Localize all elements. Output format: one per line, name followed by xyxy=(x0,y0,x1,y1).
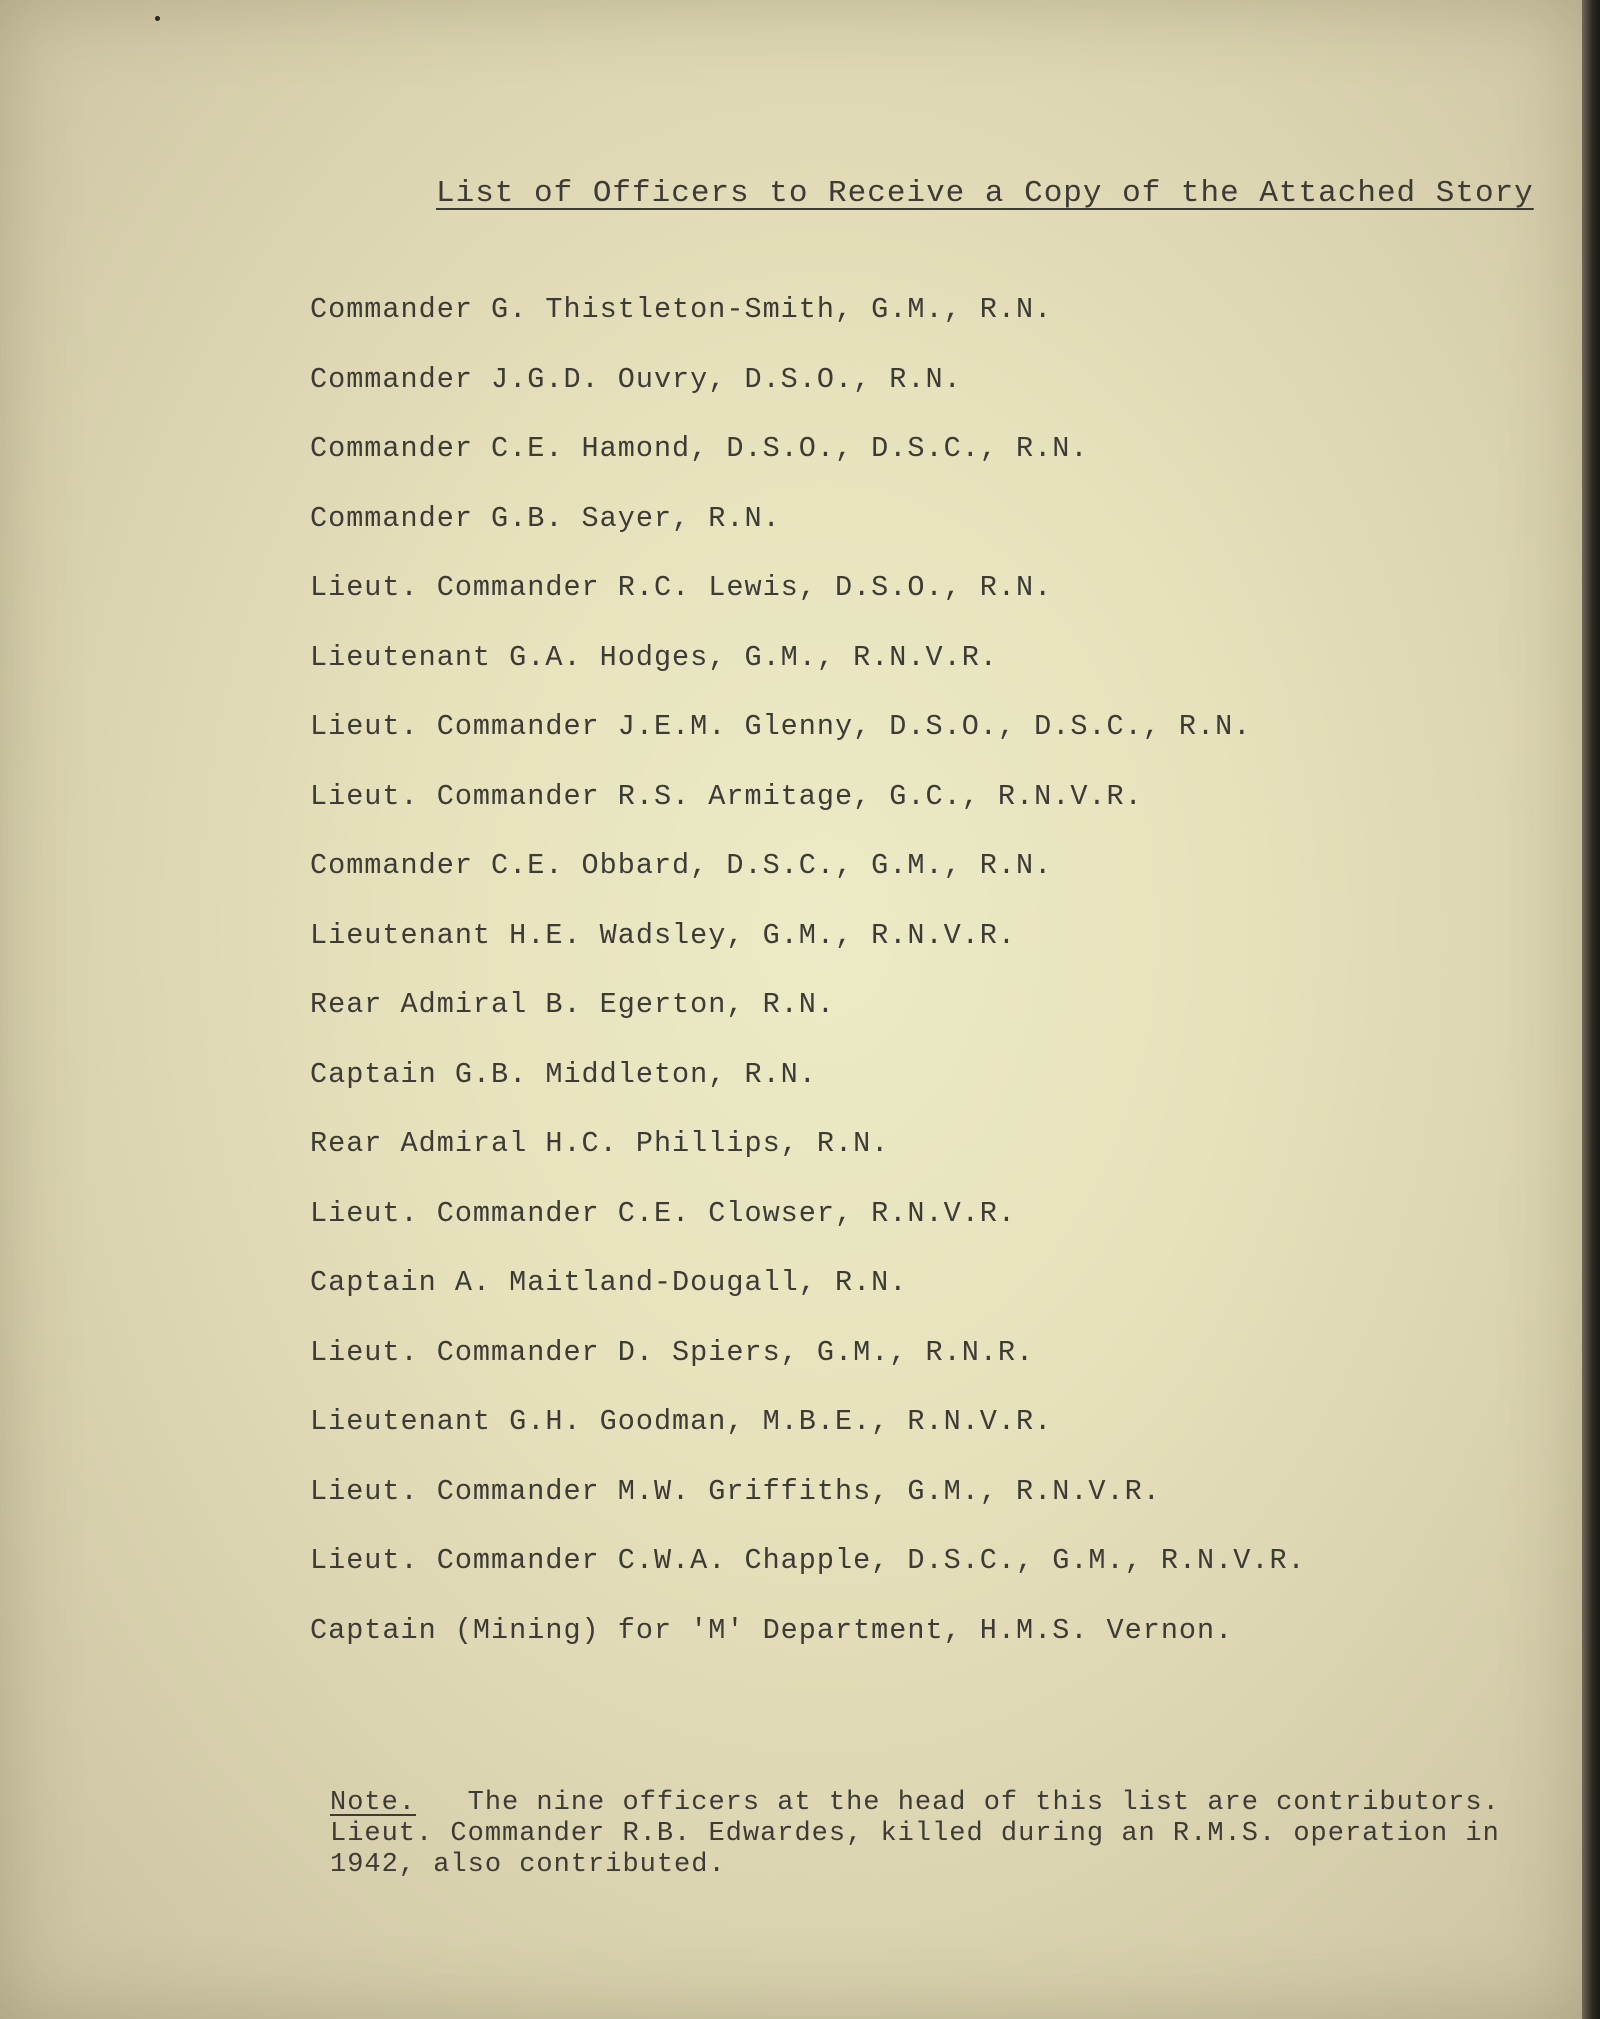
list-item: Lieut. Commander J.E.M. Glenny, D.S.O., D.S.C., R.N. xyxy=(310,710,1252,743)
page-title: List of Officers to Receive a Copy of the Attached Story xyxy=(436,176,1534,211)
list-item: Captain A. Maitland-Dougall, R.N. xyxy=(310,1266,908,1299)
list-item: Rear Admiral H.C. Phillips, R.N. xyxy=(310,1127,890,1160)
list-item: Commander C.E. Hamond, D.S.O., D.S.C., R.N. xyxy=(310,432,1089,465)
footnote-line: Lieut. Commander R.B. Edwardes, killed during an R.M.S. operation in xyxy=(330,1819,1500,1849)
list-item: Lieut. Commander C.E. Clowser, R.N.V.R. xyxy=(310,1196,1017,1230)
list-item: Captain (Mining) for 'M' Department, H.M.S. Vernon. xyxy=(310,1613,1234,1647)
list-item: Lieut. Commander R.C. Lewis, D.S.O., R.N. xyxy=(310,571,1053,604)
list-item: Commander C.E. Obbard, D.S.C., G.M., R.N. xyxy=(310,849,1053,882)
list-item: Lieut. Commander D. Spiers, G.M., R.N.R. xyxy=(310,1335,1035,1369)
list-item: Lieut. Commander M.W. Griffiths, G.M., R.N.V.R. xyxy=(310,1474,1161,1508)
list-item: Commander G. Thistleton-Smith, G.M., R.N. xyxy=(310,293,1053,326)
list-item: Lieutenant G.H. Goodman, M.B.E., R.N.V.R. xyxy=(310,1405,1053,1438)
page-edge-shadow xyxy=(1582,0,1600,2019)
list-item: Lieutenant G.A. Hodges, G.M., R.N.V.R. xyxy=(310,640,998,674)
footnote-line: 1942, also contributed. xyxy=(330,1850,726,1880)
list-item: Lieut. Commander R.S. Armitage, G.C., R.N.V.R. xyxy=(310,779,1143,813)
footnote xyxy=(330,1788,1500,1881)
officer-list xyxy=(310,290,1306,1680)
list-item: Commander J.G.D. Ouvry, D.S.O., R.N. xyxy=(310,362,962,396)
footnote-line xyxy=(330,1788,1500,1819)
list-item: Lieut. Commander C.W.A. Chapple, D.S.C., G.M., R.N.V.R. xyxy=(310,1544,1306,1577)
list-item: Captain G.B. Middleton, R.N. xyxy=(310,1057,817,1091)
note-text: The nine officers at the head of this list are contributors. xyxy=(467,1788,1500,1818)
list-item: Rear Admiral B. Egerton, R.N. xyxy=(310,988,835,1021)
note-label: Note. xyxy=(330,1788,417,1818)
list-item: Commander G.B. Sayer, R.N. xyxy=(310,501,781,535)
list-item: Lieutenant H.E. Wadsley, G.M., R.N.V.R. xyxy=(310,918,1017,952)
ink-speck xyxy=(155,16,160,21)
